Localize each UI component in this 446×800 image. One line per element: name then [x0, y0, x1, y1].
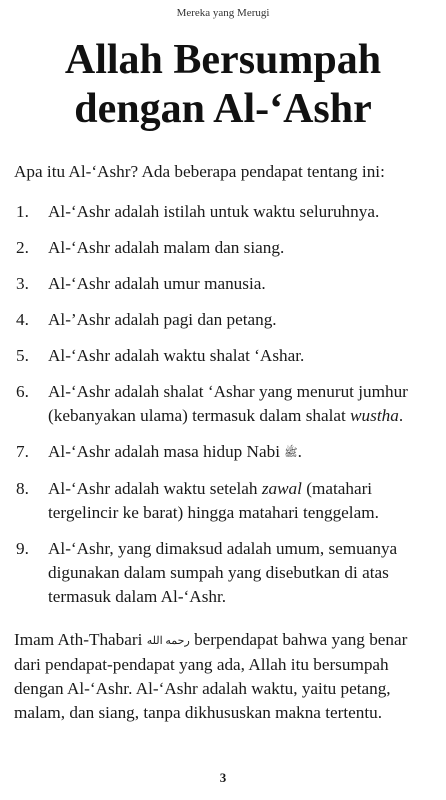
chapter-title [0, 36, 446, 134]
closing-paragraph [14, 628, 434, 725]
page-number: 3 [219, 770, 227, 785]
list-item [14, 272, 434, 296]
item-text: Al-‘Ashr adalah umur manusia. [48, 274, 266, 293]
item-number: 1. [16, 202, 29, 221]
list-item [14, 440, 434, 465]
item-number: 7. [16, 442, 29, 461]
item-text: Al-‘Ashr adalah istilah untuk waktu seluruhnya. [48, 202, 380, 221]
item-italic-term: zawal [261, 479, 302, 498]
item-text-part: Al-‘Ashr adalah masa hidup Nabi [48, 442, 285, 461]
title-line-1: Allah Bersumpah [64, 37, 382, 83]
item-text-part: Al-‘Ashr adalah waktu setelah [48, 479, 262, 498]
rahimahullah-honorific: رحمه الله [146, 635, 190, 647]
item-text-part: Al-‘Ashr adalah shalat ‘Ashar yang menurut jumhur (kebanyakan ulama) termasuk dalam shalat [48, 382, 408, 425]
item-number: 9. [16, 539, 29, 558]
closing-text-part: Imam Ath-Thabari [14, 630, 147, 649]
item-italic-term: wustha [350, 406, 399, 425]
item-text: Al-’Ashr adalah pagi dan petang. [48, 310, 277, 329]
item-number: 5. [16, 346, 29, 365]
running-head: Mereka yang Merugi [176, 7, 270, 19]
item-text: Al-‘Ashr adalah waktu shalat ‘Ashar. [48, 346, 305, 365]
list-item [14, 477, 434, 525]
title-line-2: dengan Al-‘Ashr [74, 86, 372, 132]
item-text-part: (matahari tergelincir ke barat) hingga matahari tenggelam. [48, 479, 379, 522]
item-number: 3. [16, 274, 29, 293]
item-text [48, 479, 379, 522]
item-number: 2. [16, 238, 29, 257]
item-text: Al-‘Ashr adalah malam dan siang. [48, 238, 285, 257]
item-text: Al-‘Ashr, yang dimaksud adalah umum, semuanya digunakan dalam sumpah yang disebutkan di atas termasuk dalam Al-‘Ashr. [48, 539, 398, 606]
list-item [14, 308, 434, 332]
item-number: 6. [16, 382, 29, 401]
item-number: 8. [16, 479, 29, 498]
intro-paragraph: Apa itu Al-‘Ashr? Ada beberapa pendapat tentang ini: [14, 162, 385, 181]
closing-text-part: berpendapat bahwa yang benar dari pendapat-pendapat yang ada, Allah itu bersumpah dengan Al-‘Ashr. Al-‘Ashr adalah waktu, yaitu petang, malam, dan siang, tanpa dikhususkan makna tertentu. [14, 630, 408, 722]
opinions-list [14, 200, 434, 621]
item-text-part: . [398, 406, 404, 425]
list-item [14, 344, 434, 368]
list-item [14, 380, 434, 428]
item-number: 4. [16, 310, 29, 329]
list-item [14, 537, 434, 609]
list-item [14, 236, 434, 260]
salawat-honorific: ﷺ [284, 447, 298, 459]
item-text [48, 382, 408, 425]
item-text [48, 442, 302, 461]
list-item [14, 200, 434, 224]
item-text-part: . [297, 442, 302, 461]
